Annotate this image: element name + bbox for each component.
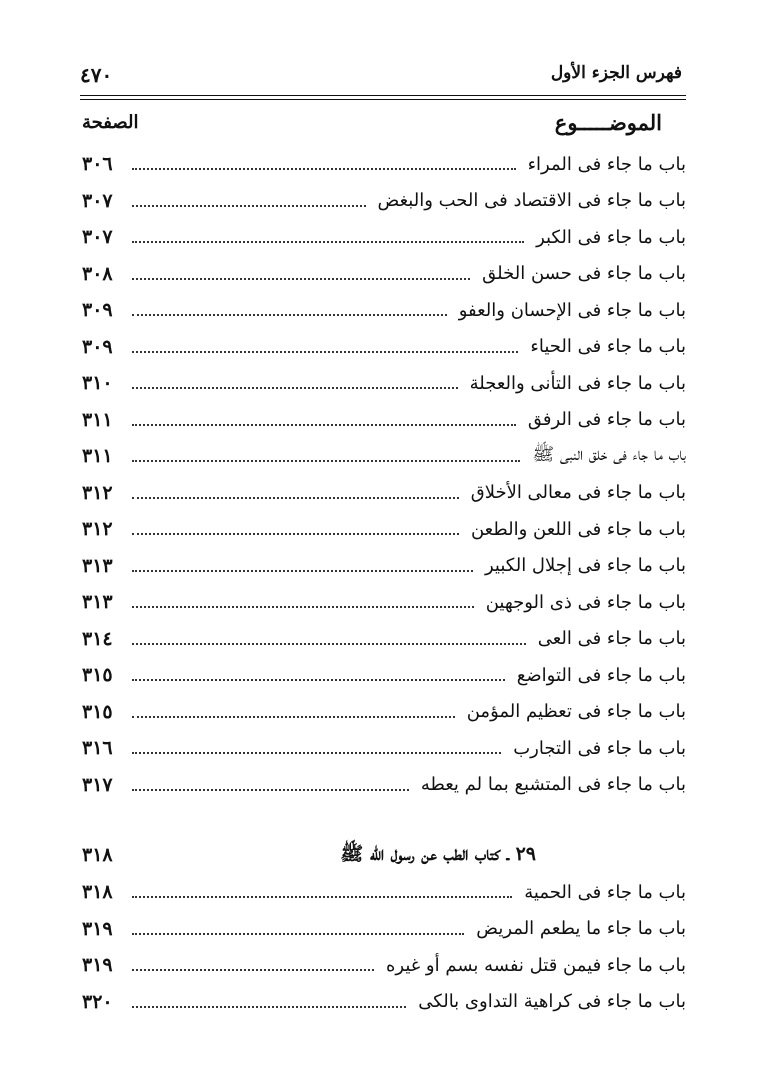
dot-leader [132,752,501,754]
section-toc-list [80,874,686,1020]
toc-entry-page: ٣١٦ [82,737,113,760]
dot-leader [132,424,516,426]
dot-leader [132,278,470,280]
toc-entry-page: ٣١٣ [82,554,113,577]
dot-leader [132,168,516,170]
toc-entry [80,329,686,366]
column-heading-page: الصفحة [82,112,139,133]
toc-entry [80,511,686,548]
toc-entry-title: باب ما جاء فى التأنى والعجلة [469,372,686,394]
toc-entry-title: باب ما جاء فى تعظيم المؤمن [466,701,686,723]
toc-entry-title: باب ما جاء فيمن قتل نفسه بسم أو غيره [386,954,686,976]
column-heading-topic: الموضـــــوع [554,110,662,135]
toc-entry-page: ٣١٩ [82,954,113,977]
toc-entry [80,548,686,585]
dot-leader [132,497,459,499]
toc-entry-title: باب ما جاء فى ذى الوجهين [485,591,686,613]
dot-leader [132,351,518,353]
toc-entry [80,694,686,731]
toc-entry-page: ٣١٢ [82,481,113,504]
toc-entry-page: ٣٠٧ [82,226,113,249]
toc-entry [80,475,686,512]
toc-entry-page: ٣٠٨ [82,262,113,285]
toc-entry-page: ٣٠٩ [82,299,113,322]
toc-entry-page: ٣١٨ [82,881,113,904]
dot-leader [132,643,526,645]
toc-entry [80,365,686,402]
toc-entry [80,657,686,694]
toc-entry-title: باب ما جاء فى معالى الأخلاق [470,482,686,504]
toc-entry-page: ٣٠٦ [82,153,113,176]
section-heading [80,838,686,874]
toc-entry-page: ٣١٧ [82,773,113,796]
toc-entry-title: باب ما جاء فى التواضع [516,664,686,686]
dot-leader [132,679,505,681]
toc-entry [80,911,686,948]
toc-entry-page: ٣١٥ [82,700,113,723]
toc-entry-title: باب ما جاء فى الحمية [524,881,686,903]
dot-leader [132,1006,406,1008]
header-rule [80,99,686,100]
toc-entry [80,947,686,984]
running-title: فهرس الجزء الأول [550,63,682,83]
toc-entry [80,256,686,293]
dot-leader [132,460,520,462]
toc-entry-page: ٣١٤ [82,627,113,650]
toc-entry-page: ٣١٩ [82,917,113,940]
section-page-number: ٣١٨ [82,844,113,866]
dot-leader [132,969,374,971]
dot-leader [132,789,409,791]
dot-leader [132,716,455,718]
toc-entry-title: باب ما جاء فى حسن الخلق [482,263,686,285]
toc-entry-page: ٣٠٧ [82,189,113,212]
dot-leader [132,205,366,207]
toc-entry-title: باب ما جاء فى الاقتصاد فى الحب والبغض [377,190,686,212]
toc-list [80,146,686,803]
header-rule [80,95,686,96]
toc-entry-title: باب ما جاء فى المتشبع بما لم يعطه [420,774,686,796]
toc-entry [80,874,686,911]
toc-entry-title: باب ما جاء فى الرفق [527,409,686,431]
toc-entry-title: باب ما جاء فى كراهية التداوى بالكى [418,991,686,1013]
toc-entry [80,146,686,183]
toc-entry-page: ٣١١ [82,445,113,468]
toc-entry-title: باب ما جاء فى إجلال الكبير [484,555,686,577]
dot-leader [132,896,512,898]
toc-entry [80,621,686,658]
toc-entry [80,984,686,1021]
toc-entry-title: باب ما جاء فى التجارب [513,737,686,759]
toc-entry [80,219,686,256]
toc-entry-title: باب ما جاء فى الإحسان والعفو [458,299,686,321]
dot-leader [132,241,524,243]
toc-entry-page: ٣١٠ [82,372,113,395]
toc-entry-page: ٣١٢ [82,518,113,541]
dot-leader [132,570,473,572]
toc-entry [80,402,686,439]
toc-entry-title: باب ما جاء فى المراء [527,153,686,175]
toc-entry-title: باب ما جاء فى الكبر [536,226,686,248]
toc-entry [80,730,686,767]
dot-leader [132,533,459,535]
dot-leader [132,606,474,608]
toc-entry-title: باب ما جاء فى خلق النبى ﷺ [532,444,686,466]
dot-leader [132,387,458,389]
toc-entry-page: ٣١٥ [82,664,113,687]
toc-entry-page: ٣١١ [82,408,113,431]
toc-entry [80,438,686,475]
toc-entry-title: باب ما جاء ما يطعم المريض [476,918,686,940]
toc-entry-title: باب ما جاء فى العى [537,628,686,650]
toc-entry [80,183,686,220]
toc-entry [80,292,686,329]
toc-entry [80,584,686,621]
page-number: ٤٧٠ [80,63,113,87]
toc-entry-page: ٣٠٩ [82,335,113,358]
dot-leader [132,314,447,316]
toc-entry-page: ٣١٣ [82,591,113,614]
toc-entry-title: باب ما جاء فى الحياء [530,336,686,358]
dot-leader [132,933,464,935]
toc-entry [80,767,686,804]
toc-entry-page: ٣٢٠ [82,990,113,1013]
toc-entry-title: باب ما جاء فى اللعن والطعن [470,518,686,540]
section-title: ٢٩ ـ كتاب الطب عن رسول الله ﷺ [340,843,536,865]
